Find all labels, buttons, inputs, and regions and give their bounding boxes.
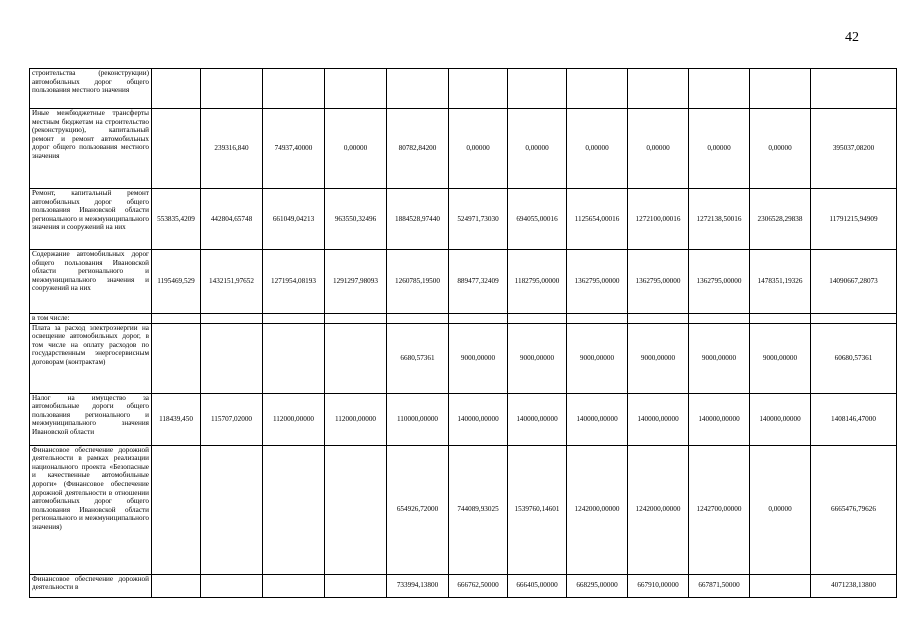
value-cell [325, 69, 387, 109]
value-cell [201, 314, 263, 324]
row-name-cell: Плата за расход электроэнергии на освещение автомобильных дорог, в том числе на оплату расходов по государственным энергосервисным договорам (контрактам) [30, 323, 152, 393]
row-name-cell: Финансовое обеспечение дорожной деятельности в рамках реализации национального проекта «Безопасные и качественные автомобильные дороги» (Финансовое обеспечение дорожной деятельности в отношении автомобильных дорог общего пользования Ивановской области регионального и межмуниципального значения) [30, 445, 152, 574]
value-cell: 1362795,00000 [628, 250, 689, 314]
value-cell: 395037,08200 [811, 109, 897, 189]
value-cell [152, 574, 201, 597]
value-cell: 140000,00000 [750, 393, 811, 445]
value-cell: 2306528,29838 [750, 189, 811, 250]
value-cell: 1362795,00000 [689, 250, 750, 314]
table-row [30, 574, 897, 597]
value-cell: 140000,00000 [628, 393, 689, 445]
value-cell [750, 69, 811, 109]
table-row [30, 250, 897, 314]
value-cell: 694055,00016 [508, 189, 567, 250]
value-cell: 668295,00000 [567, 574, 628, 597]
value-cell: 4071238,13800 [811, 574, 897, 597]
value-cell: 9000,00000 [449, 323, 508, 393]
value-cell [689, 69, 750, 109]
value-cell [628, 314, 689, 324]
value-cell: 118439,450 [152, 393, 201, 445]
value-cell: 1125654,00016 [567, 189, 628, 250]
value-cell: 0,00000 [325, 109, 387, 189]
value-cell [628, 69, 689, 109]
row-name-cell: строительства (реконструкции) автомобильных дорог общего пользования местного значения [30, 69, 152, 109]
table-row [30, 323, 897, 393]
value-cell: 112000,00000 [263, 393, 325, 445]
value-cell: 1478351,19326 [750, 250, 811, 314]
value-cell [263, 69, 325, 109]
value-cell: 140000,00000 [449, 393, 508, 445]
value-cell [325, 323, 387, 393]
value-cell: 0,00000 [449, 109, 508, 189]
value-cell [201, 69, 263, 109]
value-cell [263, 314, 325, 324]
value-cell [325, 574, 387, 597]
value-cell: 9000,00000 [750, 323, 811, 393]
value-cell: 14090667,28073 [811, 250, 897, 314]
value-cell: 744089,93025 [449, 445, 508, 574]
value-cell: 80782,84200 [387, 109, 449, 189]
value-cell: 6665476,79626 [811, 445, 897, 574]
value-cell: 442804,65748 [201, 189, 263, 250]
value-cell: 0,00000 [567, 109, 628, 189]
value-cell: 733994,13800 [387, 574, 449, 597]
value-cell [449, 314, 508, 324]
row-name-cell: в том числе: [30, 314, 152, 324]
value-cell: 1271954,08193 [263, 250, 325, 314]
value-cell: 140000,00000 [689, 393, 750, 445]
value-cell: 60680,57361 [811, 323, 897, 393]
value-cell: 666762,50000 [449, 574, 508, 597]
value-cell [152, 314, 201, 324]
value-cell [387, 69, 449, 109]
value-cell: 1272138,50016 [689, 189, 750, 250]
value-cell: 0,00000 [508, 109, 567, 189]
value-cell [152, 109, 201, 189]
value-cell: 0,00000 [628, 109, 689, 189]
table-row [30, 393, 897, 445]
row-name-cell: Содержание автомобильных дорог общего пользования Ивановской области регионального и межмуниципального значения и сооружений на них [30, 250, 152, 314]
value-cell: 0,00000 [750, 109, 811, 189]
value-cell [263, 323, 325, 393]
value-cell [152, 69, 201, 109]
value-cell [811, 314, 897, 324]
budget-table [29, 68, 897, 598]
value-cell: 110000,00000 [387, 393, 449, 445]
value-cell: 140000,00000 [508, 393, 567, 445]
value-cell: 74937,40000 [263, 109, 325, 189]
value-cell: 524971,73030 [449, 189, 508, 250]
value-cell [750, 314, 811, 324]
value-cell: 1884528,97440 [387, 189, 449, 250]
row-name-cell: Финансовое обеспечение дорожной деятельности в [30, 574, 152, 597]
value-cell [263, 445, 325, 574]
value-cell [750, 574, 811, 597]
value-cell: 1242700,00000 [689, 445, 750, 574]
value-cell [567, 314, 628, 324]
row-name-cell: Налог на имущество за автомобильные дороги общего пользования регионального и межмуниципального значения Ивановской области [30, 393, 152, 445]
table-row [30, 445, 897, 574]
value-cell [811, 69, 897, 109]
value-cell [201, 574, 263, 597]
value-cell: 667871,50000 [689, 574, 750, 597]
value-cell: 654926,72000 [387, 445, 449, 574]
value-cell: 1242000,00000 [567, 445, 628, 574]
value-cell: 1432151,97652 [201, 250, 263, 314]
table-row [30, 109, 897, 189]
value-cell: 666405,00000 [508, 574, 567, 597]
value-cell: 112000,00000 [325, 393, 387, 445]
table-row [30, 314, 897, 324]
value-cell: 963550,32496 [325, 189, 387, 250]
value-cell: 667910,00000 [628, 574, 689, 597]
value-cell: 661049,04213 [263, 189, 325, 250]
table-row [30, 189, 897, 250]
table-row [30, 69, 897, 109]
value-cell: 0,00000 [689, 109, 750, 189]
value-cell [449, 69, 508, 109]
row-name-cell: Ремонт, капитальный ремонт автомобильных дорог общего пользования Ивановской области регионального и межмуниципального значения и сооружений на них [30, 189, 152, 250]
value-cell: 1242000,00000 [628, 445, 689, 574]
value-cell [387, 314, 449, 324]
value-cell [152, 445, 201, 574]
value-cell: 1195469,529 [152, 250, 201, 314]
value-cell [325, 314, 387, 324]
value-cell: 11791215,94909 [811, 189, 897, 250]
value-cell: 9000,00000 [689, 323, 750, 393]
value-cell [508, 69, 567, 109]
value-cell [201, 323, 263, 393]
value-cell: 9000,00000 [567, 323, 628, 393]
value-cell: 1362795,00000 [567, 250, 628, 314]
value-cell: 553835,4209 [152, 189, 201, 250]
value-cell [201, 445, 263, 574]
row-name-cell: Иные межбюджетные трансферты местным бюджетам на строительство (реконструкцию), капитальный ремонт и ремонт автомобильных дорог общего пользования местного значения [30, 109, 152, 189]
value-cell [508, 314, 567, 324]
value-cell: 9000,00000 [508, 323, 567, 393]
value-cell: 115707,02000 [201, 393, 263, 445]
value-cell [567, 69, 628, 109]
value-cell [689, 314, 750, 324]
value-cell: 1182795,00000 [508, 250, 567, 314]
value-cell: 1291297,98093 [325, 250, 387, 314]
value-cell: 9000,00000 [628, 323, 689, 393]
value-cell [152, 323, 201, 393]
page-number: 42 [845, 30, 859, 45]
value-cell: 1408146,47000 [811, 393, 897, 445]
value-cell: 1260785,19500 [387, 250, 449, 314]
value-cell: 1539760,14601 [508, 445, 567, 574]
value-cell: 1272100,00016 [628, 189, 689, 250]
value-cell: 239316,840 [201, 109, 263, 189]
value-cell [263, 574, 325, 597]
value-cell [325, 445, 387, 574]
value-cell: 0,00000 [750, 445, 811, 574]
value-cell: 140000,00000 [567, 393, 628, 445]
table-body [30, 69, 897, 598]
value-cell: 6680,57361 [387, 323, 449, 393]
value-cell: 889477,32409 [449, 250, 508, 314]
